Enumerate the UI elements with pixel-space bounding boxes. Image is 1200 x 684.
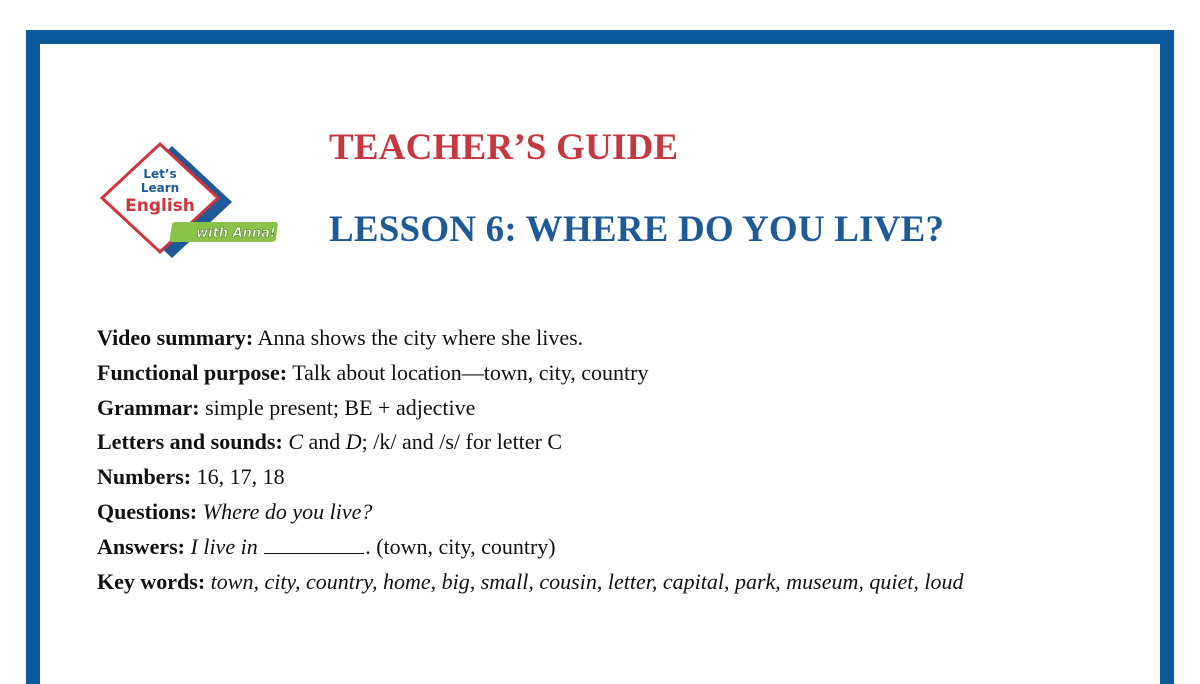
summary-row-answers [97, 530, 1137, 565]
letters-sounds-text: ; /k/ and /s/ for letter C [361, 429, 563, 455]
questions-label: Questions: [97, 498, 198, 524]
summary-row-purpose [97, 356, 1137, 391]
key-words-label: Key words: [97, 568, 206, 594]
grammar-label: Grammar: [97, 394, 200, 420]
numbers-label: Numbers: [97, 464, 192, 490]
summary-row-questions [97, 495, 1137, 530]
logo-text-english: English [125, 196, 195, 216]
key-words-text: town, city, country, home, big, small, cousin, letter, capital, park, museum, quiet, loud [210, 568, 964, 594]
summary-row-letters [97, 425, 1137, 460]
letter-c: C [288, 429, 303, 455]
summary-row-video [97, 321, 1137, 356]
letters-sounds-label: Letters and sounds: [97, 429, 283, 455]
lesson-summary [97, 321, 1137, 599]
logo-text-learn: Learn [140, 181, 180, 195]
logo-text-with-anna: with Anna! [196, 226, 276, 241]
letter-d: D [345, 429, 362, 455]
lesson-title: LESSON 6: WHERE DO YOU LIVE? [329, 209, 945, 250]
numbers-text: 16, 17, 18 [196, 464, 285, 490]
summary-row-numbers [97, 460, 1137, 495]
answer-blank [264, 535, 364, 554]
questions-text: Where do you live? [202, 498, 373, 524]
summary-row-keywords [97, 565, 1137, 600]
video-summary-label: Video summary: [97, 325, 254, 350]
logo-text-lets: Let’s [143, 167, 177, 181]
functional-purpose-label: Functional purpose: [97, 359, 288, 385]
answers-label: Answers: [97, 533, 185, 559]
grammar-text: simple present; BE + adjective [205, 394, 476, 420]
functional-purpose-text: Talk about location—town, city, country [292, 359, 649, 385]
summary-row-grammar [97, 391, 1137, 426]
lets-learn-english-logo [96, 138, 296, 258]
letters-and: and [308, 429, 341, 455]
answers-italic: I live in [190, 533, 258, 559]
video-summary-text: Anna shows the city where she lives. [257, 325, 584, 350]
guide-title: TEACHER’S GUIDE [329, 127, 679, 168]
answers-text: . (town, city, country) [365, 533, 556, 559]
